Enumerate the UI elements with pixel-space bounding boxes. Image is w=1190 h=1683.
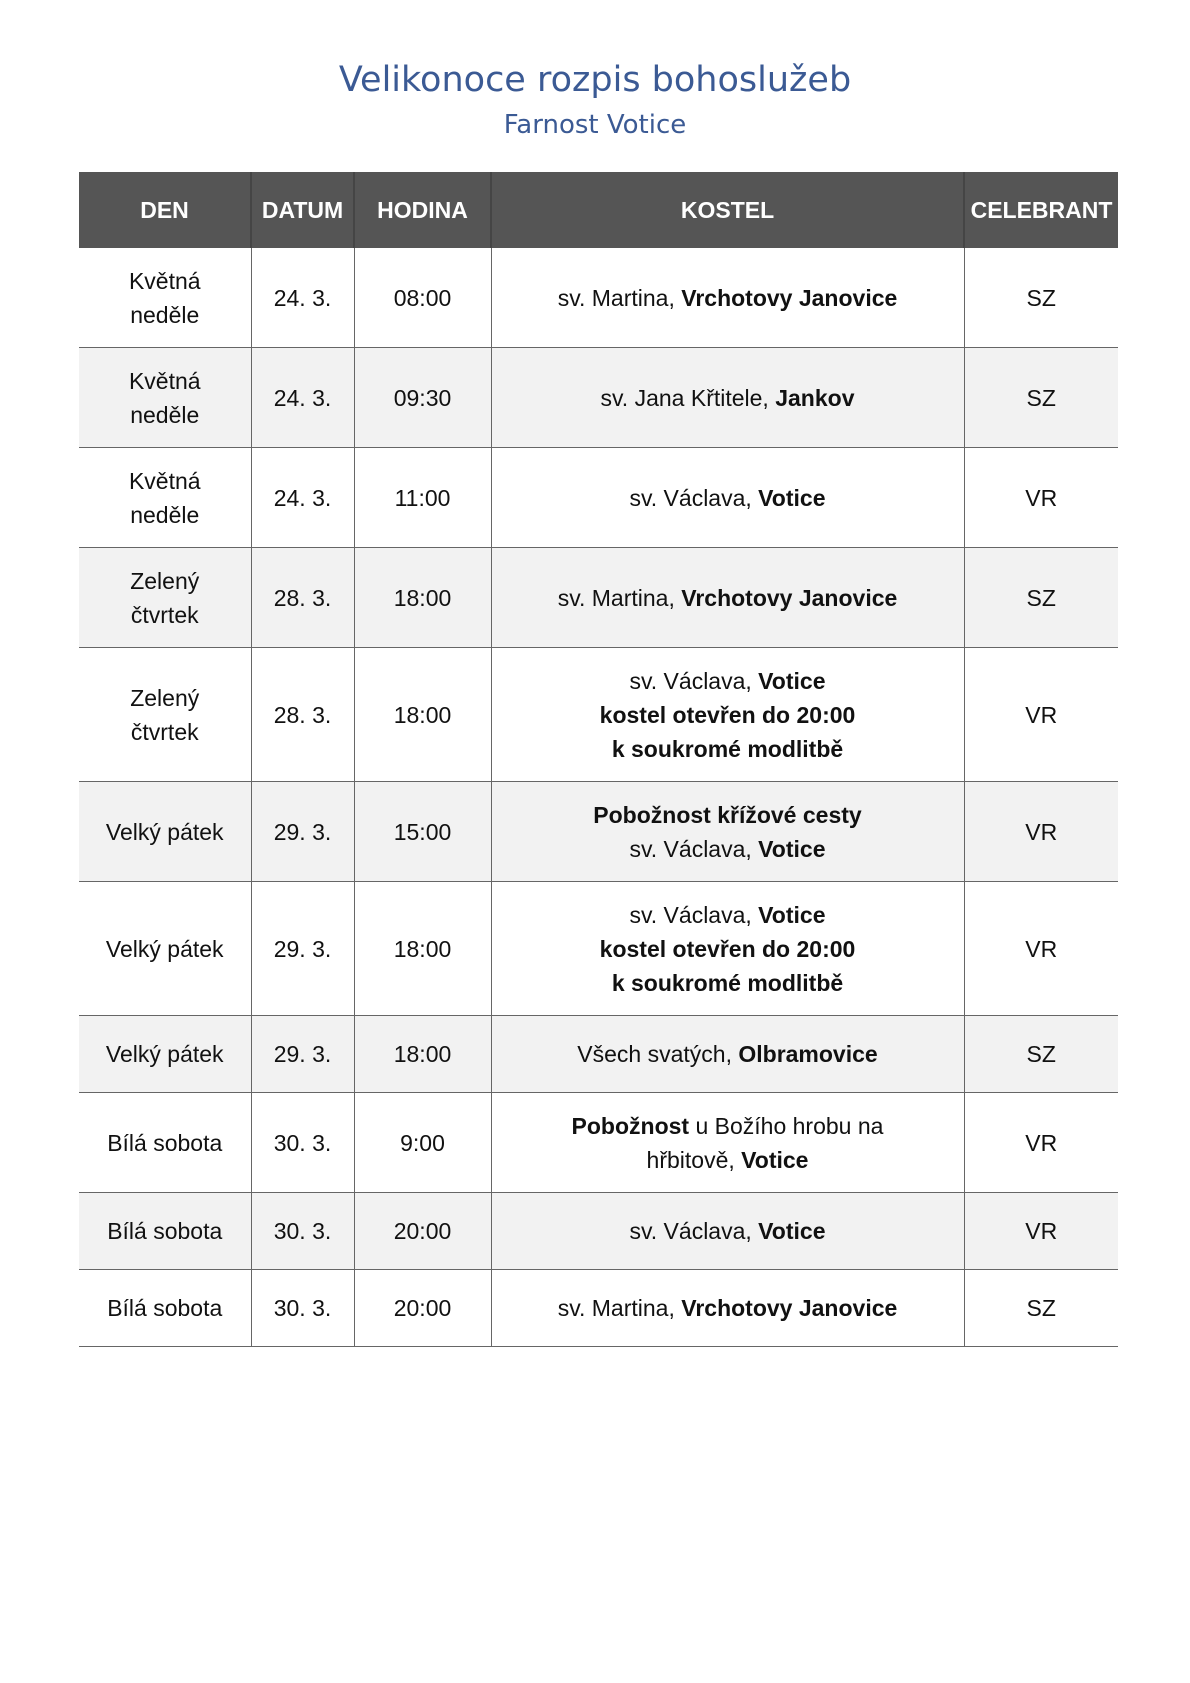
cell-hodina: 20:00 xyxy=(354,1270,491,1347)
cell-celebrant: SZ xyxy=(964,348,1118,448)
cell-datum: 30. 3. xyxy=(251,1270,354,1347)
cell-kostel xyxy=(491,648,964,782)
column-header-datum: DATUM xyxy=(251,172,354,248)
kostel-text: sv. Václava, xyxy=(629,1218,759,1244)
kostel-line xyxy=(498,281,958,315)
kostel-text-bold: Votice xyxy=(758,901,826,928)
cell-den: Květná neděle xyxy=(79,448,251,548)
cell-datum: 24. 3. xyxy=(251,448,354,548)
cell-celebrant: VR xyxy=(964,648,1118,782)
cell-kostel xyxy=(491,548,964,648)
cell-den: Bílá sobota xyxy=(79,1193,251,1270)
kostel-text-bold: Jankov xyxy=(775,384,855,411)
cell-den: Květná neděle xyxy=(79,348,251,448)
table-row xyxy=(79,648,1118,782)
kostel-text: u Božího hrobu na xyxy=(689,1112,884,1139)
cell-datum: 28. 3. xyxy=(251,548,354,648)
kostel-line xyxy=(498,481,958,515)
cell-den: Velký pátek xyxy=(79,782,251,882)
kostel-text-bold: k soukromé modlitbě xyxy=(611,969,844,996)
cell-datum: 30. 3. xyxy=(251,1093,354,1193)
kostel-line xyxy=(498,698,958,732)
schedule-table-header xyxy=(79,172,1118,248)
cell-kostel xyxy=(491,1193,964,1270)
schedule-table-body xyxy=(79,248,1118,1347)
cell-den: Velký pátek xyxy=(79,882,251,1016)
kostel-line xyxy=(498,898,958,932)
cell-hodina: 18:00 xyxy=(354,882,491,1016)
cell-kostel xyxy=(491,448,964,548)
header-row xyxy=(79,172,1118,248)
kostel-text: sv. Martina, xyxy=(557,1295,682,1321)
table-row xyxy=(79,882,1118,1016)
table-row xyxy=(79,1270,1118,1347)
kostel-line xyxy=(498,1037,958,1071)
table-row xyxy=(79,548,1118,648)
cell-celebrant: VR xyxy=(964,448,1118,548)
cell-celebrant: VR xyxy=(964,782,1118,882)
table-row xyxy=(79,348,1118,448)
table-row xyxy=(79,1093,1118,1193)
cell-den: Zelený čtvrtek xyxy=(79,548,251,648)
cell-den: Bílá sobota xyxy=(79,1093,251,1193)
kostel-text: sv. Václava, xyxy=(629,484,759,511)
cell-hodina: 9:00 xyxy=(354,1093,491,1193)
cell-datum: 30. 3. xyxy=(251,1193,354,1270)
kostel-line xyxy=(498,1143,958,1177)
cell-celebrant: SZ xyxy=(964,248,1118,348)
page-subtitle: Farnost Votice xyxy=(503,110,687,140)
cell-hodina: 18:00 xyxy=(354,1016,491,1093)
kostel-line xyxy=(498,932,958,966)
kostel-text-bold: Votice xyxy=(758,667,826,694)
cell-hodina: 18:00 xyxy=(354,548,491,648)
kostel-line xyxy=(498,1214,958,1248)
kostel-text-bold: Pobožnost křížové cesty xyxy=(593,801,862,828)
kostel-line xyxy=(498,732,958,766)
cell-den: Zelený čtvrtek xyxy=(79,648,251,782)
table-row xyxy=(79,248,1118,348)
kostel-line xyxy=(498,966,958,1000)
cell-hodina: 08:00 xyxy=(354,248,491,348)
kostel-text: sv. Jana Křtitele, xyxy=(600,384,776,411)
cell-kostel xyxy=(491,1016,964,1093)
kostel-text-bold: Vrchotovy Janovice xyxy=(681,284,898,311)
kostel-line xyxy=(498,581,958,615)
kostel-text: sv. Václava, xyxy=(629,667,759,694)
kostel-text-bold: kostel otevřen do 20:00 xyxy=(599,935,856,962)
cell-kostel xyxy=(491,882,964,1016)
kostel-line xyxy=(498,664,958,698)
cell-den: Velký pátek xyxy=(79,1016,251,1093)
kostel-text-bold: Votice xyxy=(758,835,826,862)
cell-hodina: 20:00 xyxy=(354,1193,491,1270)
cell-den: Květná neděle xyxy=(79,248,251,348)
table-row xyxy=(79,448,1118,548)
kostel-text-bold: Vrchotovy Janovice xyxy=(681,1295,898,1321)
cell-datum: 29. 3. xyxy=(251,1016,354,1093)
kostel-text-bold: Olbramovice xyxy=(738,1041,878,1067)
kostel-text-bold: Votice xyxy=(758,484,826,511)
kostel-text-bold: k soukromé modlitbě xyxy=(611,735,844,762)
page-title: Velikonoce rozpis bohoslužeb xyxy=(338,60,852,100)
table-row xyxy=(79,1016,1118,1093)
cell-hodina: 11:00 xyxy=(354,448,491,548)
cell-datum: 24. 3. xyxy=(251,348,354,448)
cell-celebrant: VR xyxy=(964,1193,1118,1270)
kostel-text: sv. Martina, xyxy=(557,584,682,611)
kostel-text: Všech svatých, xyxy=(577,1041,739,1067)
kostel-line xyxy=(498,798,958,832)
cell-den: Bílá sobota xyxy=(79,1270,251,1347)
cell-hodina: 09:30 xyxy=(354,348,491,448)
schedule-table xyxy=(79,172,1118,1347)
table-row xyxy=(79,782,1118,882)
table-row xyxy=(79,1193,1118,1270)
kostel-line xyxy=(498,1109,958,1143)
cell-datum: 24. 3. xyxy=(251,248,354,348)
kostel-text-bold: Pobožnost xyxy=(571,1112,690,1139)
cell-datum: 29. 3. xyxy=(251,882,354,1016)
column-header-kostel: KOSTEL xyxy=(491,172,964,248)
kostel-line xyxy=(498,832,958,866)
kostel-line xyxy=(498,1291,958,1325)
cell-hodina: 18:00 xyxy=(354,648,491,782)
cell-hodina: 15:00 xyxy=(354,782,491,882)
cell-kostel xyxy=(491,348,964,448)
column-header-hodina: HODINA xyxy=(354,172,491,248)
kostel-text-bold: Votice xyxy=(741,1146,809,1173)
kostel-text: hřbitově, xyxy=(646,1146,742,1173)
cell-datum: 29. 3. xyxy=(251,782,354,882)
kostel-text: sv. Václava, xyxy=(629,835,759,862)
cell-celebrant: VR xyxy=(964,882,1118,1016)
kostel-line xyxy=(498,381,958,415)
cell-celebrant: SZ xyxy=(964,548,1118,648)
kostel-text: sv. Martina, xyxy=(557,284,682,311)
cell-celebrant: SZ xyxy=(964,1270,1118,1347)
cell-kostel xyxy=(491,1270,964,1347)
cell-celebrant: VR xyxy=(964,1093,1118,1193)
cell-kostel xyxy=(491,248,964,348)
kostel-text-bold: kostel otevřen do 20:00 xyxy=(599,701,856,728)
kostel-text: sv. Václava, xyxy=(629,901,759,928)
column-header-den: DEN xyxy=(79,172,251,248)
kostel-text-bold: Votice xyxy=(758,1218,826,1244)
column-header-celebrant: CELEBRANT xyxy=(964,172,1118,248)
cell-kostel xyxy=(491,782,964,882)
kostel-text-bold: Vrchotovy Janovice xyxy=(681,584,898,611)
cell-celebrant: SZ xyxy=(964,1016,1118,1093)
cell-kostel xyxy=(491,1093,964,1193)
cell-datum: 28. 3. xyxy=(251,648,354,782)
